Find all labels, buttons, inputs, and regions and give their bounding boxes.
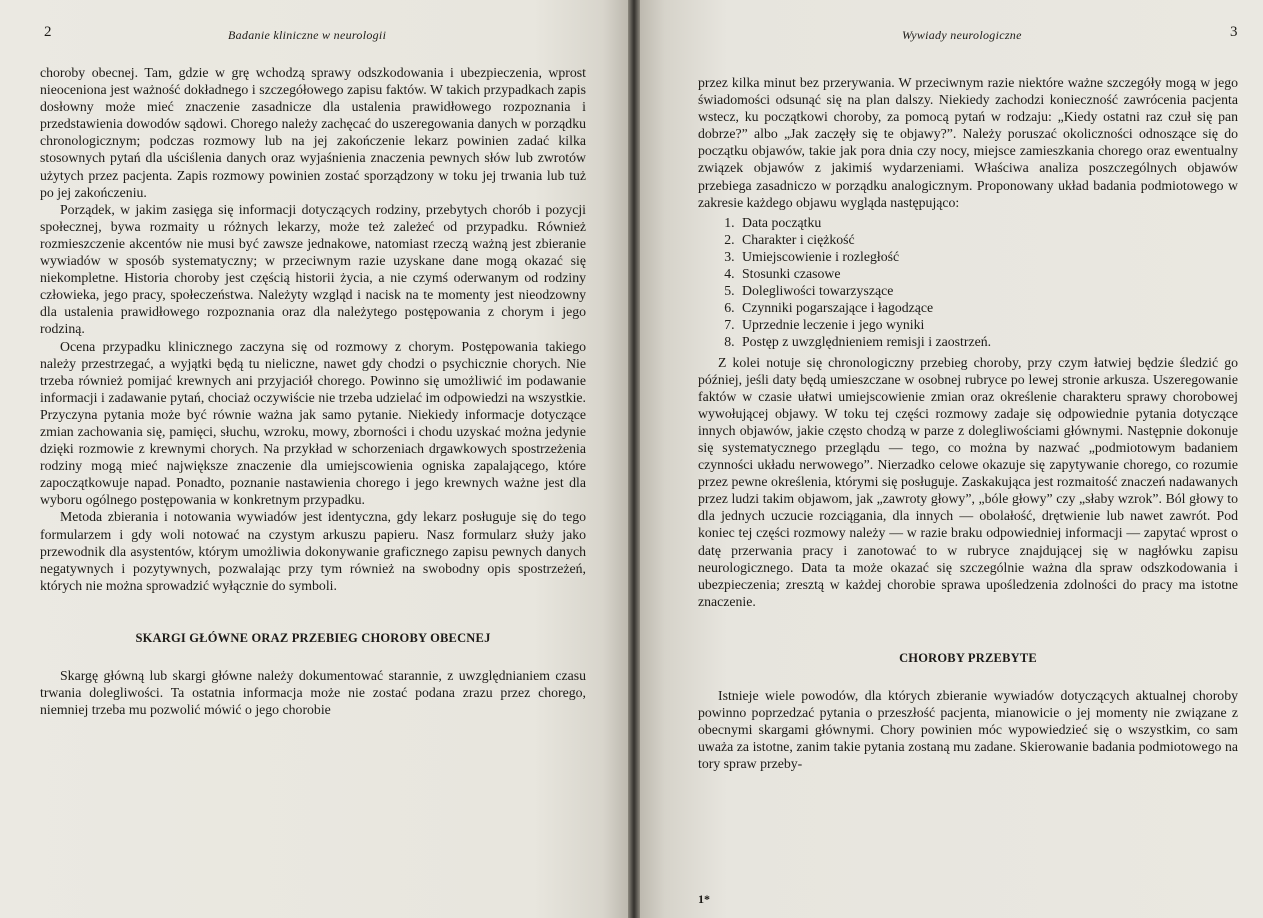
list-item: 3. Umiejscowienie i rozległość	[738, 248, 1238, 265]
list-item: 1. Data początku	[738, 214, 1238, 231]
page-number: 2	[44, 24, 52, 40]
signature-mark: 1*	[698, 892, 710, 906]
running-head: Wywiady neurologiczne	[902, 28, 1022, 42]
section-heading: CHOROBY PRZEBYTE	[899, 650, 1037, 665]
list-item: 7. Uprzednie leczenie i jego wyniki	[738, 316, 1238, 333]
list-item: 6. Czynniki pogarszające i łagodzące	[738, 299, 1238, 316]
list-item: 4. Stosunki czasowe	[738, 265, 1238, 282]
section-heading: SKARGI GŁÓWNE ORAZ PRZEBIEG CHOROBY OBECNEJ	[135, 630, 491, 645]
paragraph: Istnieje wiele powodów, dla których zbieranie wywiadów dotyczących aktualnej choroby powinno poprzedzać pytania o przeszłość pacjenta, mianowicie o jej momenty nie związane z obecnymi skargami głównymi. Chory powinien móc wypowiedzieć się o wszystkim, co sam uważa za istotne, zanim takie pytania zostaną mu zadane. Skierowanie badania podmiotowego na tory spraw przeby-	[698, 688, 1238, 772]
book-gutter	[628, 0, 640, 918]
paragraph: Ocena przypadku klinicznego zaczyna się od rozmowy z chorym. Postępowania takiego należy przestrzegać, a wyjątki będą tu nieliczne, nawet gdy chodzi o psychicznie chorych. Nie trzeba również pomijać krewnych ani przyjaciół chorego. Powinno się umożliwić im podawanie informacji i zadawanie pytań, chociaż oczywiście nie trzeba udzielać im odpowiedzi na wszystkie. Przyczyna pytania może być równie ważna jak samo pytanie. Niekiedy informacje dotyczące zmian zachowania się, pamięci, słuchu, wzroku, mowy, zborności i chodu uzyskać można jedynie dzięki rozmowie z krewnymi chorych. Na przykład w schorzeniach drgawkowych spostrzeżenia rodziny mogą mieć największe znaczenie dla umiejscowienia ogniska zapalającego, które zapoczątkowuje napad. Ponadto, poznanie nastawienia chorego i jego krewnych ważne jest dla wyboru ogólnego postępowania w konkretnym przypadku.	[40, 338, 586, 508]
paragraph: Metoda zbierania i notowania wywiadów jest identyczna, gdy lekarz posługuje się do tego formularzem i gdy woli notować na czystym arkuszu papieru. Nasz formularz służy jako przewodnik dla asystentów, którym umożliwia dokonywanie graficznego zapisu pewnych danych negatywnych i pozytywnych, pozwalając przy tym również na swobodny opis spostrzeżeń, których nie można sprowadzić wyłącznie do symboli.	[40, 509, 586, 593]
list-item: 8. Postęp z uwzględnieniem remisji i zaostrzeń.	[738, 333, 1238, 350]
paragraph: Skargę główną lub skargi główne należy dokumentować starannie, z uwzględnianiem czasu trwania dolegliwości. Ta ostatnia informacja może nie zostać podana zrazu przez chorego, niemniej trzeba mu pozwolić mówić o jego chorobie	[40, 668, 586, 718]
list-item: 2. Charakter i ciężkość	[738, 231, 1238, 248]
paragraph: przez kilka minut bez przerywania. W przeciwnym razie niektóre ważne szczegóły mogą w jego świadomości odsunąć się na plan dalszy. Niekiedy zachodzi konieczność zawrócenia pacjenta wstecz, ku początkowi choroby, za pomocą pytań w rodzaju: „Kiedy ostatni raz czuł się pan dobrze?” albo „Jak zaczęły się te objawy?”. Należy poruszać okoliczności odnoszące się do początku objawów, takie jak pora dnia czy nocy, miejsce zamieszkania chorego oraz ewentualny związek objawów z jakimiś wydarzeniami. Właściwa analiza poszczególnych objawów przebiega zasadniczo w porządku analogicznym. Proponowany układ badania podmiotowego w zakresie każdego objawu wygląda następująco:	[698, 75, 1238, 210]
symptom-checklist	[698, 214, 1238, 351]
paragraph: choroby obecnej. Tam, gdzie w grę wchodzą sprawy odszkodowania i ubezpieczenia, wprost nieoceniona jest ważność dokładnego i szczegółowego zapisu faktów. W takich przypadkach zapis dosłowny może mieć znaczenie zasadnicze dla ustalenia prawidłowego rozpoznania i przedstawienia dowodów sądowi. Chorego należy zachęcać do uszeregowania danych w porządku chronologicznym; podczas rozmowy lub na jej zakończenie lekarz powinien zadać kilka stosownych pytań dla uściślenia danych oraz wyjaśnienia znaczenia pewnych słów lub zwrotów użytych przez pacjenta. Zapis rozmowy powinien zostać sporządzony w toku jej trwania lub tuż po jej zakończeniu.	[40, 65, 586, 200]
left-page	[0, 0, 628, 918]
page-body	[40, 64, 586, 718]
paragraph: Z kolei notuje się chronologiczny przebieg choroby, przy czym łatwiej będzie śledzić go później, jeśli daty będą umieszczane w osobnej rubryce po lewej stronie arkusza. Uszeregowanie faktów w czasie ułatwi umiejscowienie zmian oraz określenie charakteru sprawy chorobowej wywołującej objawy. W toku tej części rozmowy zadaje się odpowiednie pytania dotyczące innych objawów, jakie często chodzą w parze z dolegliwościami głównymi. Następnie dokonuje się systematycznego przeglądu — tego, co można by nazwać „podmiotowym badaniem czynności układu nerwowego”. Nierzadko celowe okazuje się zapytywanie chorego, co rozumie przez pewne określenia, którymi się posługuje. Zaskakująca jest rozmaitość znaczeń nadawanych przez ludzi takim objawom, jak „zawroty głowy”, „bóle głowy” czy „słaby wzrok”. Ból głowy to dla jednych uczucie rozciągania, dla innych — obolałość, drętwienie lub nawet zawrót. Pod koniec tej części rozmowy należy — w razie braku odpowiedniej informacji — zapytać wprost o datę przerwania pracy i zanotować to w rubryce znajdującej się w nagłówku zapisu neurologicznego. Data ta może okazać się szczególnie ważna dla spraw odszkodowania i ubezpieczenia; zresztą w każdej chorobie sprawa upośledzenia zdolności do pracy ma istotne znaczenie.	[698, 354, 1238, 609]
list-item: 5. Dolegliwości towarzyszące	[738, 282, 1238, 299]
paragraph: Porządek, w jakim zasięga się informacji dotyczących rodziny, przebytych chorób i pozycji społecznej, bywa rozmaity u różnych lekarzy, może też zależeć od przypadku. Również rozmieszczenie akcentów nie musi być zawsze jednakowe, natomiast rzeczą ważną jest zbieranie wywiadów w sposób systematyczny; w przeciwnym razie uzyskane dane mogą okazać się niekompletne. Historia choroby jest częścią historii życia, a nie czymś oderwanym od rodziny człowieka, jego pracy, społeczeństwa. Należyty wzgląd i nacisk na te momenty jest nieodzowny dla ustalenia prawidłowego rozpoznania oraz dla należytego postępowania z chorym i jego rodziną.	[40, 201, 586, 337]
page-body	[698, 74, 1238, 772]
page-number: 3	[1230, 24, 1238, 40]
running-head: Badanie kliniczne w neurologii	[228, 28, 387, 42]
right-page	[640, 0, 1263, 918]
